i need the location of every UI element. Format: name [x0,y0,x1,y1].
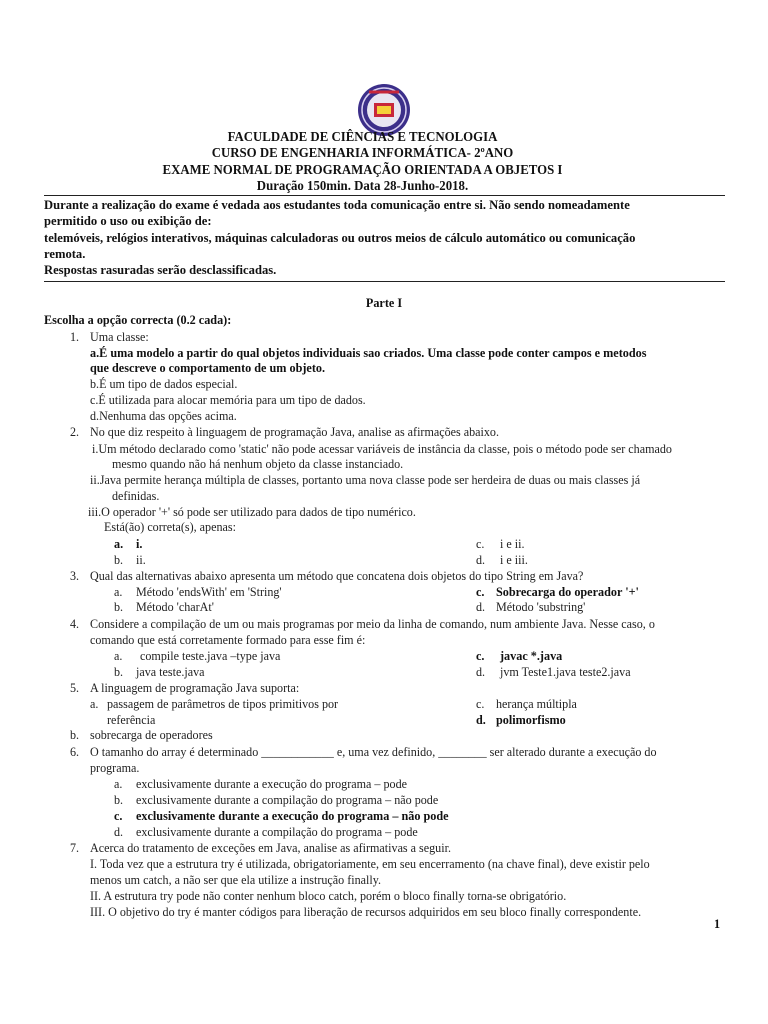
warning-line-2: permitido o uso ou exibição de: [44,214,212,228]
q7-statement-II: II. A estrutura try pode não conter nenhum bloco catch, porém o bloco finally torna-se obrigatório. [90,889,567,903]
q6-option-a: exclusivamente durante a execução do programa – pode [136,777,407,791]
q3-option-a-label: a. [114,585,123,599]
q1-option-c: c.É utilizada para alocar memória para um tipo de dados. [90,393,366,407]
q5-option-b-label: b. [70,728,80,742]
q5-option-a-line2: referência [107,713,156,727]
q4-option-a-label: a. [114,649,123,663]
q5-number: 5. [70,681,80,695]
q2-option-b-label: b. [114,553,124,567]
q6-option-d: exclusivamente durante a compilação do programa – pode [136,825,418,839]
q2-stem: No que diz respeito à linguagem de programação Java, analise as afirmações abaixo. [90,425,500,439]
q5-option-c: herança múltipla [496,697,577,711]
q2-option-b: ii. [136,553,146,567]
q3-option-d: Método 'substring' [496,600,586,614]
q6-option-b: exclusivamente durante a compilação do programa – não pode [136,793,439,807]
q4-stem-line2: comando que está corretamente formado para esse fim é: [90,633,366,647]
part-instruction: Escolha a opção correcta (0.2 cada): [44,313,232,327]
q2-option-a-label: a. [114,537,124,551]
q5-option-d-label: d. [476,713,486,727]
q4-option-b-label: b. [114,665,124,679]
q6-option-c-label: c. [114,809,123,823]
q1-option-d: d.Nenhuma das opções acima. [90,409,237,423]
q2-option-c-label: c. [476,537,485,551]
header-line-4: Duração 150min. Data 28-Junho-2018. [256,178,469,193]
q6-option-c: exclusivamente durante a execução do programa – não pode [136,809,449,823]
q3-option-c: Sobrecarga do operador '+' [496,585,639,599]
warning-line-4: remota. [44,247,86,261]
q6-stem-line1: O tamanho do array é determinado ____________ e, uma vez definido, ________ ser alterado durante a execução do [90,745,657,759]
header-line-1: FACULDADE DE CIÊNCIAS E TECNOLOGIA [227,129,498,144]
q2-option-d-label: d. [476,553,486,567]
q6-option-b-label: b. [114,793,124,807]
q2-number: 2. [70,425,80,439]
page-number: 1 [714,917,721,931]
q7-statement-III: III. O objetivo do try é manter códigos para liberação de recursos adquiridos em seu bloco finally correspondente. [90,905,642,919]
q7-statement-I-line1: I. Toda vez que a estrutura try é utilizada, obrigatoriamente, em seu encerramento (na chave final), deve existir pelo [90,857,650,871]
q2-statement-i-line2: mesmo quando não há nenhum objeto da classe instanciado. [112,457,404,471]
q5-option-c-label: c. [476,697,485,711]
divider-bottom [44,281,725,282]
q4-option-c: javac *.java [500,649,563,663]
q1-stem: Uma classe: [90,330,149,344]
q2-option-a: i. [136,537,143,551]
q7-stem: Acerca do tratamento de exceções em Java, analise as afirmativas a seguir. [90,841,451,855]
warning-line-5: Respostas rasuradas serão desclassificadas. [44,263,277,277]
header-line-3: EXAME NORMAL DE PROGRAMAÇÃO ORIENTADA A OBJETOS I [162,162,563,177]
warning-line-3: telemóveis, relógios interativos, máquinas calculadoras ou outros meios de cálculo automático ou comunicação [44,231,636,245]
q7-statement-I-line2: menos um catch, a não ser que ela utilize a instrução finally. [90,873,382,887]
q4-option-c-label: c. [476,649,485,663]
q3-number: 3. [70,569,80,583]
q4-option-d: jvm Teste1.java teste2.java [500,665,631,679]
q4-stem-line1: Considere a compilação de um ou mais programas por meio da linha de comando, num ambiente Java. Nesse caso, o [90,617,655,631]
q5-option-d: polimorfismo [496,713,566,727]
warning-line-1: Durante a realização do exame é vedada aos estudantes toda comunicação entre si. Não sendo nomeadamente [44,198,630,212]
q1-option-a-line2: que descreve o comportamento de um objeto. [90,361,326,375]
q4-option-b: java teste.java [136,665,205,679]
q4-number: 4. [70,617,80,631]
q2-statement-i-line1: i.Um método declarado como 'static' não pode acessar variáveis de instância da classe, pois o método pode ser chamado [92,442,672,456]
q3-option-a: Método 'endsWith' em 'String' [136,585,282,599]
q6-number: 6. [70,745,80,759]
q6-option-a-label: a. [114,777,123,791]
q2-statement-ii-line2: definidas. [112,489,160,503]
q5-option-b: sobrecarga de operadores [90,728,213,742]
q4-option-d-label: d. [476,665,486,679]
q5-option-a-line1: passagem de parâmetros de tipos primitivos por [107,697,339,711]
q2-option-d: i e iii. [500,553,528,567]
divider-top [44,195,725,196]
q3-option-b: Método 'charAt' [136,600,214,614]
q3-option-c-label: c. [476,585,485,599]
q2-tail: Está(ão) correta(s), apenas: [104,520,236,534]
header-line-2: CURSO DE ENGENHARIA INFORMÁTICA- 2ºANO [211,145,514,160]
q6-stem-line2: programa. [90,761,140,775]
q6-option-d-label: d. [114,825,124,839]
q1-option-b: b.É um tipo de dados especial. [90,377,238,391]
part-title: Parte I [365,296,403,310]
q2-statement-iii: iii.O operador '+' só pode ser utilizado para dados de tipo numérico. [88,505,416,519]
q3-option-b-label: b. [114,600,124,614]
q1-number: 1. [70,330,80,344]
q4-option-a: compile teste.java –type java [140,649,281,663]
q5-stem: A linguagem de programação Java suporta: [90,681,300,695]
q7-number: 7. [70,841,80,855]
q2-option-c: i e ii. [500,537,525,551]
q3-stem: Qual das alternativas abaixo apresenta um método que concatena dois objetos do tipo String em Java? [90,569,584,583]
q3-option-d-label: d. [476,600,486,614]
q5-option-a-label: a. [90,697,99,711]
q1-option-a-line1: a.É uma modelo a partir do qual objetos individuais sao criados. Uma classe pode conter campos e metodos [90,346,647,360]
q2-statement-ii-line1: ii.Java permite herança múltipla de classes, portanto uma nova classe pode ser herdeira de duas ou mais classes já [90,473,641,487]
